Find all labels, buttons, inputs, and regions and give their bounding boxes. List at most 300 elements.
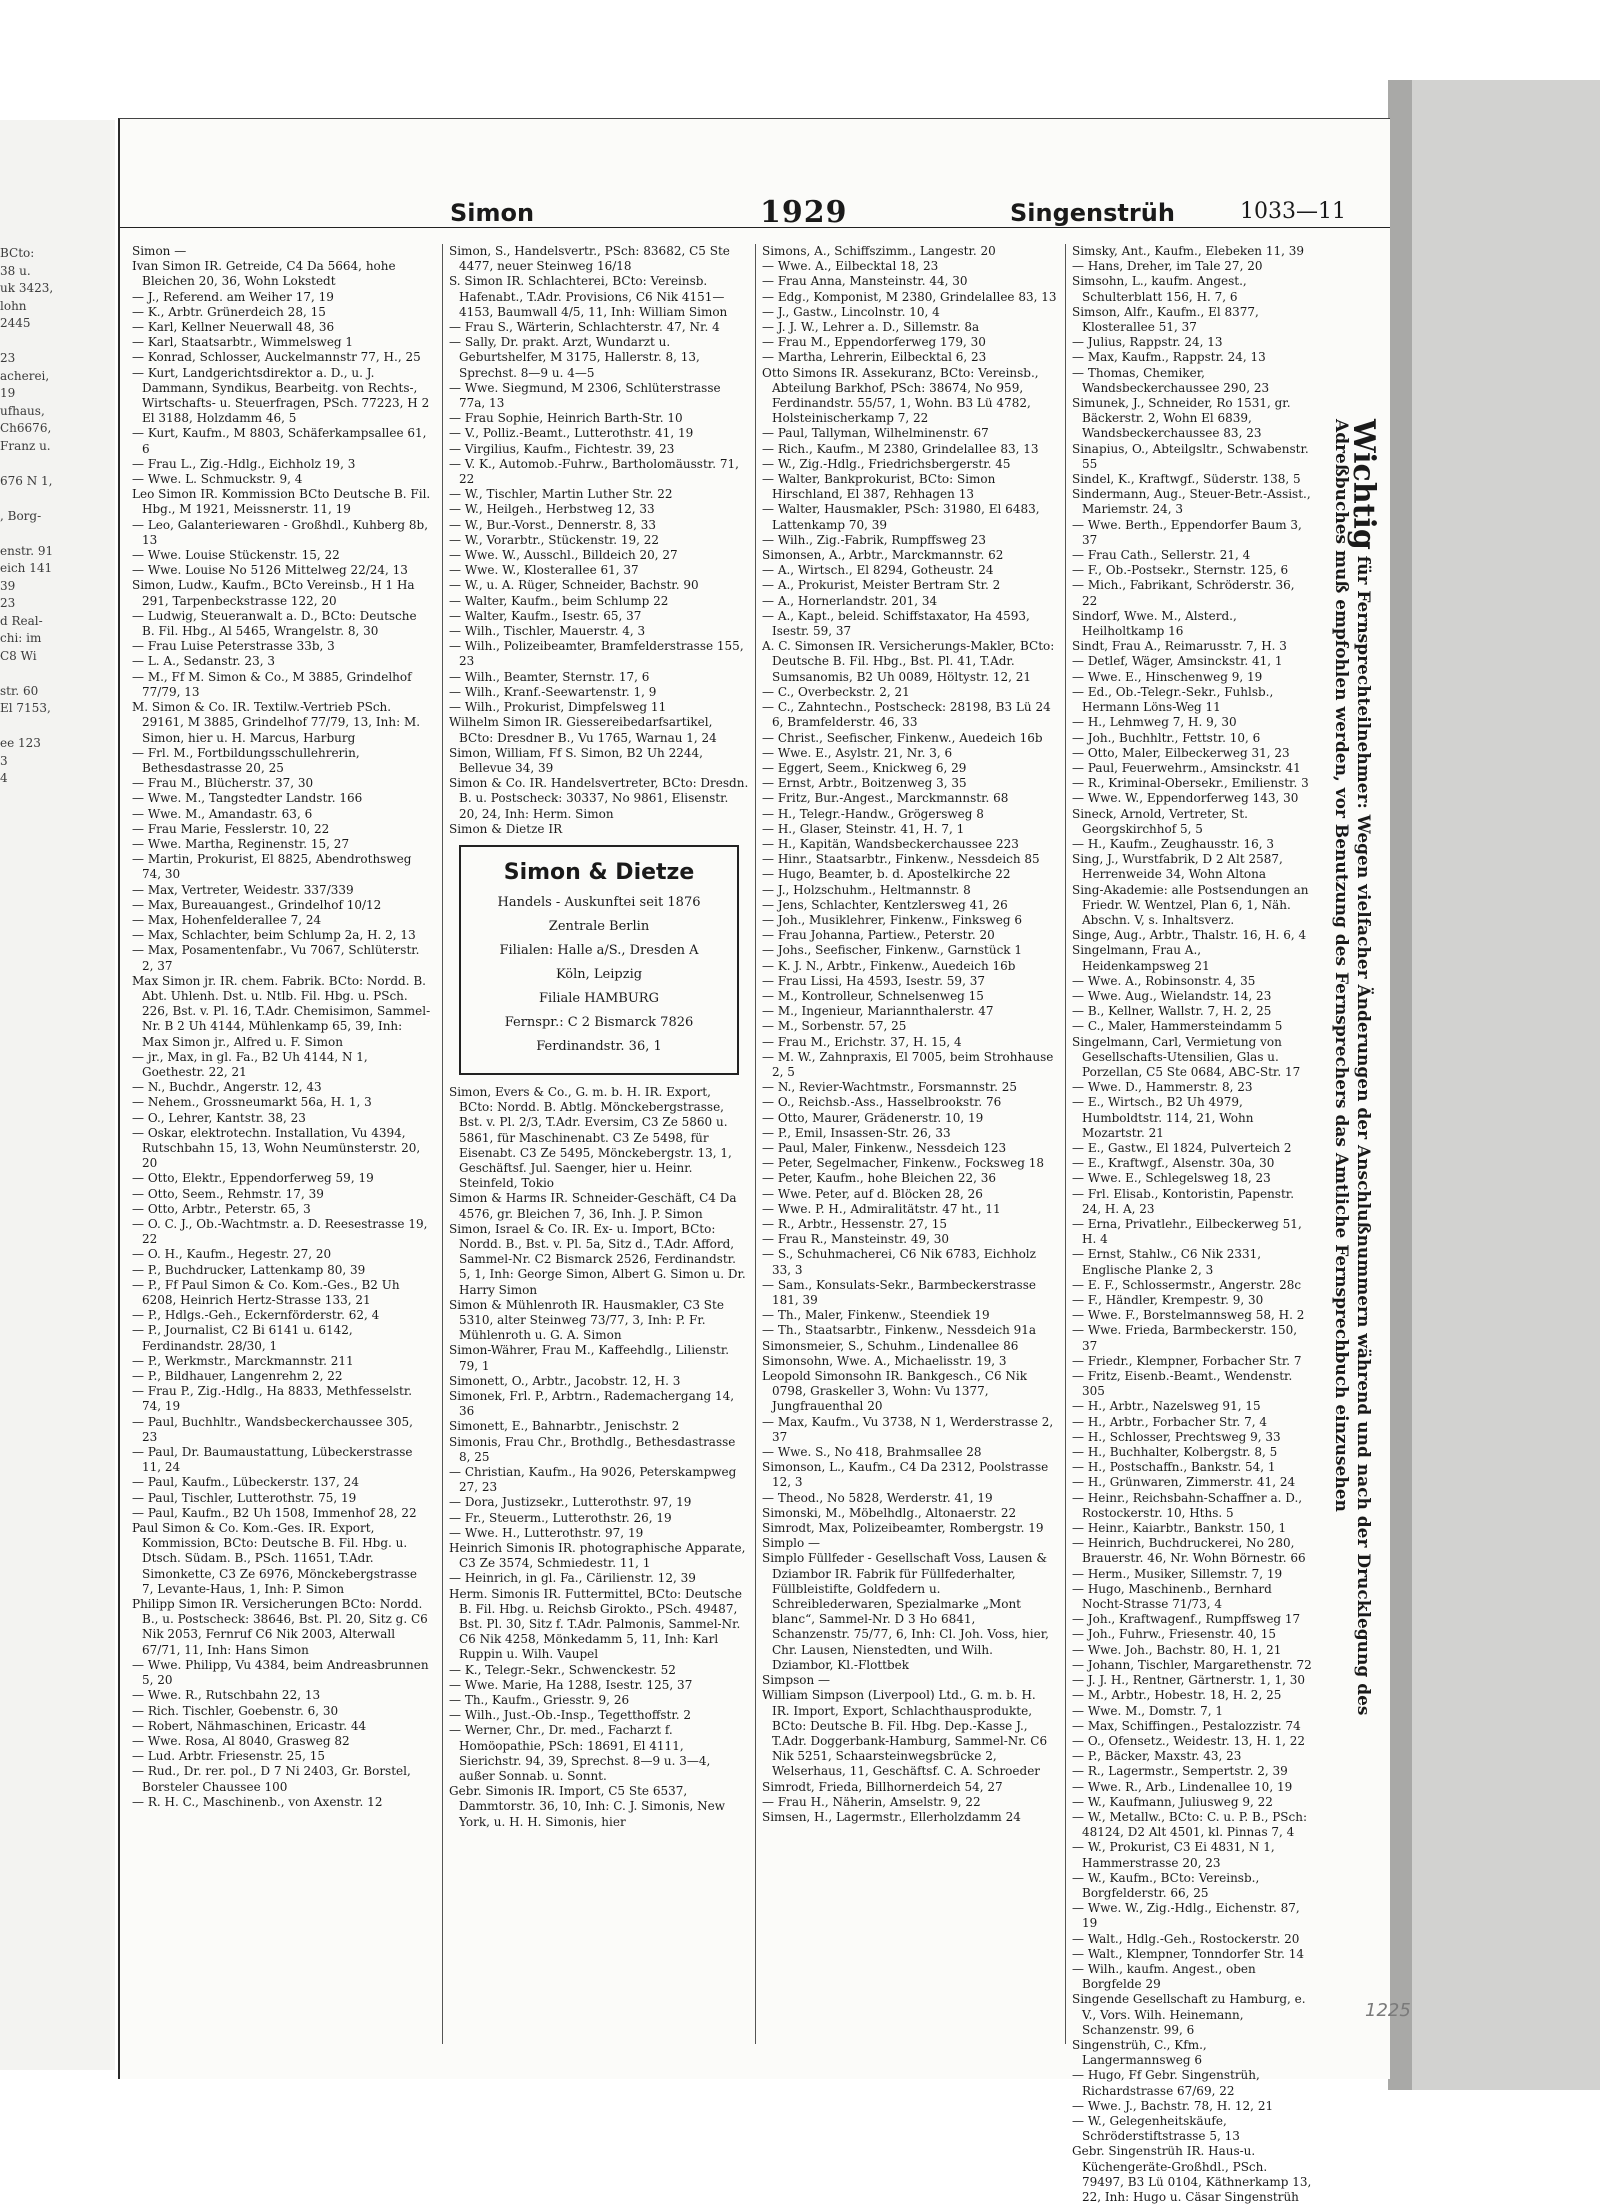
gutter-fragment: acherei, [0,368,50,383]
directory-entry: — C., Overbeckstr. 2, 21 [762,684,910,699]
directory-entry: Otto Simons IR. Assekuranz, BCto: Vereinsb., Abteilung Barkhof, PSch: 38674, No 959, Ferdinandstr. 55/57, 1, Wohn. B3 Lü 4782, Holsteinischerkamp 7, 22 [762,365,1039,426]
directory-entry: Simon & Mühlenroth IR. Hausmakler, C3 Ste 5310, alter Steinweg 73/77, 3, Inh: P. Fr. Mühlenroth u. G. A. Simon [449,1297,724,1343]
directory-entry: — Dora, Justizsekr., Lutterothstr. 97, 19 [449,1495,692,1510]
directory-entry: — Max, Schiffingen., Pestalozzistr. 74 [1072,1718,1301,1733]
directory-entry: — Frau S., Wärterin, Schlachterstr. 47, Nr. 4 [449,320,720,335]
directory-entry: — Joh., Kraftwagenf., Rumpffsweg 17 [1072,1612,1301,1627]
directory-entry: — Wwe. Louise No 5126 Mittelweg 22/24, 13 [132,563,408,578]
directory-entry: — Wwe. W., Klosterallee 61, 37 [449,563,639,578]
directory-entry: — Wwe. P. H., Admiralitätstr. 47 ht., 11 [762,1201,1001,1216]
directory-entry: — Ludwig, Steueranwalt a. D., BCto: Deutsche B. Fil. Hbg., Al 5465, Wrangelstr. 8, 30 [132,608,417,639]
directory-entry: — Heinrich, in gl. Fa., Cärilienstr. 12, 39 [449,1571,696,1586]
directory-entry: Simonek, Frl. P., Arbtrn., Rademachergang 14, 36 [449,1388,735,1419]
directory-entry: — Virgilius, Kaufm., Fichtestr. 39, 23 [449,441,675,456]
directory-entry: Simonett, O., Arbtr., Jacobstr. 12, H. 3 [449,1373,681,1388]
directory-entry: — Johs., Seefischer, Finkenw., Garnstück 1 [762,943,1023,958]
directory-entry: — P., Werkmstr., Marckmannstr. 211 [132,1353,354,1368]
directory-entry: — Detlef, Wäger, Amsinckstr. 41, 1 [1072,654,1283,669]
directory-entry: — Frau Cath., Sellerstr. 21, 4 [1072,548,1251,563]
directory-entry: — N., Buchdr., Angerstr. 12, 43 [132,1080,322,1095]
directory-entry: Heinrich Simonis IR. photographische Apparate, C3 Ze 3574, Schmiedestr. 11, 1 [449,1541,746,1571]
directory-entry: — Max, Bureauangest., Grindelhof 10/12 [132,897,382,912]
directory-entry: — Wilh., Polizeibeamter, Bramfelderstrasse 155, 23 [449,639,744,669]
directory-entry: Simson, Alfr., Kaufm., El 8377, Klosterallee 51, 37 [1072,304,1259,335]
directory-entry: Gebr. Simonis IR. Import, C5 Ste 6537, Dammtorstr. 36, 10, Inh: C. J. Simonis, New York, u. H. H. Simonis, hier [449,1784,725,1829]
directory-entry: — Wwe. H., Lutterothstr. 97, 19 [449,1525,644,1540]
directory-entry: — P., Journalist, C2 Bi 6141 u. 6142, Ferdinandstr. 28/30, 1 [132,1323,353,1353]
gutter-fragment: El 7153, [0,701,51,715]
gutter-fragment: 2445 [0,316,31,330]
directory-entry: — E., Gastw., El 1824, Pulverteich 2 [1072,1140,1292,1155]
directory-entry: — Frau Marie, Fesslerstr. 10, 22 [132,821,330,836]
directory-entry: Herm. Simonis IR. Futtermittel, BCto: Deutsche B. Fil. Hbg. u. Reichsb Girokto., PSch. 49487, Bst. Pl. 30, Sitz f. T.Adr. Palmonis, Sammel-Nr. C6 Nik 4258, Mönkedamm 5, 11, Inh: Karl Ruppin u. Wilh. Vaupel [449,1586,742,1662]
gutter-fragment: 38 u. [0,263,31,278]
directory-entry: — Paul, Dr. Baumaustattung, Lübeckerstrasse 11, 24 [132,1445,413,1475]
directory-entry: — Joh., Buchhltr., Fettstr. 10, 6 [1072,730,1261,745]
directory-entry: — Peter, Segelmacher, Finkenw., Focksweg 18 [762,1156,1044,1171]
directory-entry: — Th., Kaufm., Griesstr. 9, 26 [449,1693,630,1708]
directory-entry: Sinapius, O., Abteilgsltr., Schwabenstr. 55 [1072,441,1309,471]
directory-entry: — jr., Max, in gl. Fa., B2 Uh 4144, N 1, Goethestr. 22, 21 [132,1049,368,1079]
directory-entry: — Max, Kaufm., Vu 3738, N 1, Werderstrasse 2, 37 [762,1414,1054,1444]
directory-entry: — Ernst, Stahlw., C6 Nik 2331, Englische Planke 2, 3 [1072,1247,1262,1277]
gutter-fragment: ee 123 [0,736,41,750]
directory-entry: — J., Holzschuhm., Heltmannstr. 8 [762,882,971,897]
directory-entry: — F., Händler, Krempestr. 9, 30 [1072,1293,1264,1308]
directory-entry: — Hans, Dreher, im Tale 27, 20 [1072,259,1263,274]
directory-entry: Singende Gesellschaft zu Hamburg, e. V., Vors. Wilh. Heinemann, Schanzenstr. 99, 6 [1072,1992,1306,2037]
page-header [120,187,1390,228]
directory-entry: — J., Referend. am Weiher 17, 19 [132,289,334,304]
gutter-fragment: lohn [0,298,27,313]
directory-entry: — Kurt, Kaufm., M 8803, Schäferkampsallee 61, 6 [132,426,427,456]
directory-entry: — V., Polliz.-Beamt., Lutterothstr. 41, 19 [449,426,694,441]
directory-entry: — W., Kaufmann, Juliusweg 9, 22 [1072,1794,1273,1809]
directory-entry: — Friedr., Klempner, Forbacher Str. 7 [1072,1353,1302,1368]
directory-entry: — M., Ff M. Simon & Co., M 3885, Grindelhof 77/79, 13 [132,669,412,699]
directory-entry: — E., Wirtsch., B2 Uh 4979, Humboldtstr. 114, 21, Wohn Mozartstr. 21 [1072,1095,1254,1140]
directory-entry: — Wwe. L. Schmuckstr. 9, 4 [132,472,303,487]
directory-entry: — Joh., Musiklehrer, Finkenw., Finksweg 6 [762,912,1022,927]
directory-entry: — Christ., Seefischer, Finkenw., Auedeich 16b [762,730,1043,745]
directory-entry: — A., Kapt., beleid. Schiffstaxator, Ha 4593, Isestr. 59, 37 [762,608,1030,639]
gutter-fragment: , Borg- [0,508,42,523]
directory-entry: — W., Kaufm., BCto: Vereinsb., Borgfelderstr. 66, 25 [1072,1870,1260,1900]
directory-entry: — Wwe. Louise Stückenstr. 15, 22 [132,548,340,563]
directory-entry: — Wwe. Frieda, Barmbeckerstr. 150, 37 [1072,1323,1298,1353]
directory-entry: — E., Kraftwgf., Alsenstr. 30a, 30 [1072,1156,1275,1171]
directory-entry: — Wwe. R., Arb., Lindenallee 10, 19 [1072,1779,1293,1794]
directory-entry: — Wwe. M., Amandastr. 63, 6 [132,806,313,821]
gutter-fragment [0,665,108,683]
directory-entry: — Thomas, Chemiker, Wandsbeckerchaussee 290, 23 [1072,365,1270,395]
directory-entry: — Rud., Dr. rer. pol., D 7 Ni 2403, Gr. Borstel, Borsteler Chaussee 100 [132,1764,411,1794]
directory-entry: Gebr. Singenstrüh IR. Haus-u. Küchengeräte-Großhdl., PSch. 79497, B3 Lü 0104, Käthnerkamp 13, 22, Inh: Hugo u. Cäsar Singenstrüh [1072,2144,1312,2204]
directory-entry: — W., Vorarbtr., Stückenstr. 19, 22 [449,532,660,547]
gutter-fragment: BCto: [0,246,35,260]
page-edge-shadow [1388,80,1412,2090]
directory-entry: — Julius, Rappstr. 24, 13 [1072,335,1223,350]
column-3 [755,244,1057,2044]
gutter-fragment: Ch6676, [0,421,52,435]
archive-stamp: 1225 [1365,2000,1411,2021]
directory-entry: — Werner, Chr., Dr. med., Facharzt f. Homöopathie, PSch: 18691, El 4111, Sierichstr. 94, 39, Sprechst. 8—9 u. 3—4, außer Sonnab. u. Sonnt. [449,1723,711,1784]
directory-entry: — F., Ob.-Postsekr., Sternstr. 125, 6 [1072,563,1289,578]
gutter-fragment: 4 [0,771,8,785]
directory-entry: — Theod., No 5828, Werderstr. 41, 19 [762,1490,993,1505]
gutter-fragment: C8 Wi [0,648,37,663]
gutter-fragment [0,718,108,736]
directory-entry: — Walt., Klempner, Tonndorfer Str. 14 [1072,1946,1305,1961]
directory-entry: — Konrad, Schlosser, Auckelmannstr 77, H., 25 [132,350,421,365]
directory-entry: — Martha, Lehrerin, Eilbecktal 6, 23 [762,350,987,365]
advertisement-box [459,845,739,1075]
directory-entry: — K., Arbtr. Grünerdeich 28, 15 [132,304,326,319]
header-page-number: 1033—11 [1240,199,1346,224]
directory-entry: — Wwe. W., Zig.-Hdlg., Eichenstr. 87, 19 [1072,1901,1300,1931]
directory-entry: — Frl. Elisab., Kontoristin, Papenstr. 24, H. A, 23 [1072,1186,1295,1216]
directory-entry: — Otto, Elektr., Eppendorferweg 59, 19 [132,1171,374,1186]
column-2 [442,244,749,2044]
directory-entry: Philipp Simon IR. Versicherungen BCto: Nordd. B., u. Postscheck: 38646, Bst. Pl. 20, Sitz g. C6 Nik 2053, Fernruf C6 Nik 2003, Alterwall 67/71, 11, Inh: Hans Simon [132,1597,428,1657]
directory-entry: — Walter, Hausmakler, PSch: 31980, El 6483, Lattenkamp 70, 39 [762,502,1040,532]
directory-entry: — H., Arbtr., Forbacher Str. 7, 4 [1072,1414,1268,1429]
directory-entry: — Wwe. J., Bachstr. 78, H. 12, 21 [1072,2098,1274,2113]
directory-entry: — Wwe. Philipp, Vu 4384, beim Andreasbrunnen 5, 20 [132,1657,429,1688]
directory-entry: — Wwe. F., Borstelmannsweg 58, H. 2 [1072,1308,1305,1323]
directory-entry: — Heinr., Reichsbahn-Schaffner a. D., Rostockerstr. 10, Hths. 5 [1072,1490,1303,1520]
directory-entry: — Wwe. S., No 418, Brahmsallee 28 [762,1445,982,1460]
directory-entry: — A., Wirtsch., El 8294, Gotheustr. 24 [762,563,994,578]
directory-entry: — H., Buchhalter, Kolbergstr. 8, 5 [1072,1445,1278,1460]
directory-entry: — Wwe. Berth., Eppendorfer Baum 3, 37 [1072,517,1302,547]
directory-entry: — Fr., Steuerm., Lutterothstr. 26, 19 [449,1510,672,1525]
directory-entry: Sing-Akademie: alle Postsendungen an Friedr. W. Wentzel, Plan 6, 1, Näh. Abschn. V, s. Inhaltsverz. [1072,882,1309,927]
directory-entry: — R., Kriminal-Obersekr., Emilienstr. 3 [1072,776,1309,791]
directory-entry: — Wilh., Tischler, Mauerstr. 4, 3 [449,624,646,639]
directory-entry: — H., Lehmweg 7, H. 9, 30 [1072,715,1237,730]
directory-entry: — Wwe. W., Eppendorferweg 143, 30 [1072,791,1299,806]
directory-entry: — B., Kellner, Wallstr. 7, H. 2, 25 [1072,1004,1272,1019]
directory-entry: — O. C. J., Ob.-Wachtmstr. a. D. Reesestrasse 19, 22 [132,1217,428,1247]
directory-entry: — W., Heilgeh., Herbstweg 12, 33 [449,502,655,517]
directory-entry: — Paul, Maler, Finkenw., Nessdeich 123 [762,1140,1007,1155]
directory-entry: — P., Emil, Insassen-Str. 26, 33 [762,1125,951,1140]
directory-entry: — H., Kapitän, Wandsbeckerchaussee 223 [762,836,1019,851]
directory-entry: — Paul, Tischler, Lutterothstr. 75, 19 [132,1490,357,1505]
directory-entry: — Wwe. M., Tangstedter Landstr. 166 [132,791,363,806]
directory-entry: — Johann, Tischler, Margarethenstr. 72 [1072,1657,1312,1672]
directory-entry: — Rich., Kaufm., M 2380, Grindelallee 83, 13 [762,441,1039,456]
directory-entry: — R., Lagermstr., Sempertstr. 2, 39 [1072,1764,1288,1779]
directory-entry: — Ernst, Arbtr., Boitzenweg 3, 35 [762,776,967,791]
gutter-fragment [0,455,108,473]
directory-entry: — Paul, Kaufm., Lübeckerstr. 137, 24 [132,1475,359,1490]
directory-entry: — Walt., Hdlg.-Geh., Rostockerstr. 20 [1072,1931,1300,1946]
directory-entry: — W., Gelegenheitskäufe, Schröderstiftstrasse 5, 13 [1072,2113,1240,2144]
column-4 [1065,244,1312,2204]
directory-entry: — Frau Luise Peterstrasse 33b, 3 [132,639,335,654]
directory-entry: Simonett, E., Bahnarbtr., Jenischstr. 2 [449,1419,680,1434]
directory-entry: — Frau P., Zig.-Hdlg., Ha 8833, Methfesselstr. 74, 19 [132,1384,413,1414]
directory-entry: Simon, William, Ff S. Simon, B2 Uh 2244, Bellevue 34, 39 [449,745,703,775]
directory-entry: Simon — [132,244,187,258]
column-1 [132,244,432,2044]
ad-line: Zentrale Berlin [548,918,650,934]
directory-entry: — E. F., Schlossermstr., Angerstr. 28c [1072,1277,1302,1292]
directory-entry: Simon & Dietze IR [449,821,563,836]
directory-entry: — Walter, Kaufm., beim Schlump 22 [449,593,669,608]
directory-entry: — Otto, Seem., Rehmstr. 17, 39 [132,1186,324,1201]
directory-entry: — Wwe. W., Ausschl., Billdeich 20, 27 [449,548,678,563]
directory-entry: Singenstrüh, C., Kfm., Langermannsweg 6 [1072,2037,1207,2068]
directory-entry: — W., Prokurist, C3 Ei 4831, N 1, Hammerstrasse 20, 23 [1072,1840,1275,1870]
directory-entry: Simsky, Ant., Kaufm., Elebeken 11, 39 [1072,244,1305,258]
directory-page [118,118,1390,2204]
directory-entry: — Sam., Konsulats-Sekr., Barmbeckerstrasse 181, 39 [762,1277,1036,1308]
gutter-fragment: eich 141 [0,561,53,575]
directory-entry: Simon & Harms IR. Schneider-Geschäft, C4 Da 4576, gr. Bleichen 7, 36, Inh. J. P. Simon [449,1191,737,1221]
directory-entry: — P., Bäcker, Maxstr. 43, 23 [1072,1749,1242,1764]
directory-entry: — Frau L., Zig.-Hdlg., Eichholz 19, 3 [132,456,356,471]
directory-entry: — Wilh., Just.-Ob.-Insp., Tegetthoffstr. 2 [449,1708,692,1723]
directory-entry: — Fritz, Bur.-Angest., Marckmannstr. 68 [762,791,1009,806]
directory-entry: — Wwe. E., Asylstr. 21, Nr. 3, 6 [762,745,953,760]
directory-entry: — M., Arbtr., Hobestr. 18, H. 2, 25 [1072,1688,1282,1703]
gutter-fragment: chi: im [0,631,42,645]
directory-entry: — Wwe. E., Schlegelsweg 18, 23 [1072,1171,1271,1186]
gutter-fragment: uk 3423, [0,281,54,295]
directory-entry: — Wilh., Beamter, Sternstr. 17, 6 [449,669,650,684]
ad-title: Simon & Dietze [503,859,695,885]
directory-entry: — W., Tischler, Martin Luther Str. 22 [449,487,673,502]
directory-entry: A. C. Simonsen IR. Versicherungs-Makler, BCto: Deutsche B. Fil. Hbg., Bst. Pl. 41, T.Adr. Sumsanomis, B2 Uh 0089, Höltystr. 12, 21 [762,639,1055,684]
directory-entry: — P., Hdlgs.-Geh., Eckernförderstr. 62, 4 [132,1308,380,1323]
directory-entry: — Max, Schlachter, beim Schlump 2a, H. 2, 13 [132,928,416,943]
directory-entry: — Frau M., Blücherstr. 37, 30 [132,776,314,791]
directory-entry: Simunek, J., Schneider, Ro 1531, gr. Bäckerstr. 2, Wohn El 6839, Wandsbeckerchaussee 83, 23 [1072,396,1291,441]
directory-entry: S. Simon IR. Schlachterei, BCto: Vereinsb. Hafenabt., T.Adr. Provisions, C6 Nik 4151—4153, Baumwall 4/5, 11, Inh: William Simon [449,274,728,319]
directory-entry: — Max, Kaufm., Rappstr. 24, 13 [1072,350,1266,365]
directory-entry: — C., Maler, Hammersteindamm 5 [1072,1019,1283,1034]
directory-entry: — H., Grünwaren, Zimmerstr. 41, 24 [1072,1475,1296,1490]
directory-entry: — Hugo, Beamter, b. d. Apostelkirche 22 [762,867,1011,882]
directory-entry: — Frau Sophie, Heinrich Barth-Str. 10 [449,411,683,426]
directory-entry: — Herm., Musiker, Sillemstr. 7, 19 [1072,1566,1283,1581]
directory-entry: — Heinrich, Buchdruckerei, No 280, Brauerstr. 46, Nr. Wohn Börnestr. 66 [1072,1536,1306,1566]
vertical-notice [1330,419,1381,1819]
directory-entry: — M., Sorbenstr. 57, 25 [762,1019,907,1034]
gutter-fragment: str. 60 [0,683,39,698]
directory-entry: — M. W., Zahnpraxis, El 7005, beim Strohhause 2, 5 [762,1049,1054,1079]
directory-entry: — Wwe. Martha, Reginenstr. 15, 27 [132,836,350,851]
directory-entry: — Lud. Arbtr. Friesenstr. 25, 15 [132,1749,325,1764]
directory-entry: Simrodt, Frieda, Billhornerdeich 54, 27 [762,1779,1003,1794]
directory-entry: — Wwe. Rosa, Al 8040, Grasweg 82 [132,1733,350,1748]
directory-entry: — H., Glaser, Steinstr. 41, H. 7, 1 [762,821,965,836]
directory-entry: — Paul, Kaufm., B2 Uh 1508, Immenhof 28, 22 [132,1505,417,1520]
directory-entry: Simonski, M., Möbelhdlg., Altonaerstr. 22 [762,1505,1017,1520]
directory-entry: Sineck, Arnold, Vertreter, St. Georgskirchhof 5, 5 [1072,806,1248,836]
directory-entry: — Frau H., Näherin, Amselstr. 9, 22 [762,1794,981,1809]
header-first-name: Simon [450,199,535,227]
gutter-fragment: 23 [0,596,16,610]
directory-entry: Paul Simon & Co. Kom.-Ges. IR. Export, Kommission, BCto: Deutsche B. Fil. Hbg. u. Dtsch. Südam. B., PSch. 11651, T.Adr. Simonkette, C3 Ze 6976, Mönckebergstrasse 7, Levante-Haus, 1, Inh: P. Simon [132,1521,418,1596]
directory-entry: Simonson, L., Kaufm., C4 Da 2312, Poolstrasse 12, 3 [762,1460,1049,1490]
ad-line: Fernspr.: C 2 Bismarck 7826 [504,1014,694,1030]
directory-entry: — Mich., Fabrikant, Schröderstr. 36, 22 [1072,578,1295,608]
directory-entry: — R. H. C., Maschinenb., von Axenstr. 12 [132,1794,383,1809]
directory-entry: — Eggert, Seem., Knickweg 6, 29 [762,760,967,775]
gutter-fragment: 676 N 1, [0,473,53,488]
scan-margin-right [1388,80,1600,2090]
directory-entry: — Kurt, Landgerichtsdirektor a. D., u. J. Dammann, Syndikus, Bearbeitg. von Rechts-, Wirtschafts- u. Steuerfragen, PSch. 77223, H 2 El 3188, Holzdamm 46, 5 [132,365,430,426]
directory-entry: Simonsmeier, S., Schuhm., Lindenallee 86 [762,1338,1019,1353]
directory-entry: — L. A., Sedanstr. 23, 3 [132,654,275,669]
directory-entry: Simon-Währer, Frau M., Kaffeehdlg., Lilienstr. 79, 1 [449,1343,730,1373]
directory-entry: — Wwe. E., Hinschenweg 9, 19 [1072,669,1263,684]
directory-entry: — A., Hornerlandstr. 201, 34 [762,593,938,608]
directory-entry: — N., Revier-Wachtmstr., Forsmannstr. 25 [762,1080,1017,1095]
directory-entry: Wilhelm Simon IR. Giessereibedarfsartikel, BCto: Dresdner B., Vu 1765, Warnau 1, 24 [449,715,717,745]
directory-entry: — Wwe. Aug., Wielandstr. 14, 23 [1072,988,1272,1003]
directory-entry: — Wwe. A., Robinsonstr. 4, 35 [1072,973,1256,988]
directory-entry: — O., Ofensetz., Weidestr. 13, H. 1, 22 [1072,1733,1305,1748]
directory-entry: — Peter, Kaufm., hohe Bleichen 22, 36 [762,1171,996,1186]
directory-entry: — Nehem., Grossneumarkt 56a, H. 1, 3 [132,1095,372,1110]
gutter-fragment: 39 [0,578,16,593]
directory-entry: — Hinr., Staatsarbtr., Finkenw., Nessdeich 85 [762,852,1040,867]
directory-entry: — Frau Lissi, Ha 4593, Isestr. 59, 37 [762,973,985,988]
directory-entry: Simonsen, A., Arbtr., Marckmannstr. 62 [762,548,1004,563]
directory-entry: Simon, Israel & Co. IR. Ex- u. Import, BCto: Nordd. B., Bst. v. Pl. 5a, Sitz d., T.Adr. Afford, Sammel-Nr. C2 Bismarck 2526, Ferdinandstr. 5, 1, Inh: George Simon, Albert G. Simon u. Dr. Harry Simon [449,1221,746,1297]
gutter-fragment: d Real- [0,613,43,628]
header-last-name: Singenstrüh [1010,199,1175,227]
directory-entry: — O., Reichsb.-Ass., Hasselbrookstr. 76 [762,1095,1002,1110]
directory-entry: — Paul, Tallyman, Wilhelminenstr. 67 [762,426,989,441]
directory-entry: — Max, Hohenfelderallee 7, 24 [132,912,322,927]
directory-entry: — Wilh., Zig.-Fabrik, Rumpffsweg 23 [762,532,986,547]
directory-entry: — H., Arbtr., Nazelsweg 91, 15 [1072,1399,1261,1414]
directory-entry: — H., Telegr.-Handw., Grögersweg 8 [762,806,984,821]
directory-entry: — H., Postschaffn., Bankstr. 54, 1 [1072,1460,1276,1475]
directory-entry: — Walter, Kaufm., Isestr. 65, 37 [449,608,642,623]
directory-entry: William Simpson (Liverpool) Ltd., G. m. b. H. IR. Import, Export, Schlachthausprodukte, BCto: Deutsche B. Fil. Hbg. Dep.-Kasse J., T.Adr. Doggerbank-Hamburg, Sammel-Nr. C6 Nik 5251, Schaarsteinwegsbrücke 2, Welserhaus, 11, Geschäftsf. C. A. Schroeder [762,1688,1048,1779]
directory-entry: — Jens, Schlachter, Kentzlersweg 41, 26 [762,897,1008,912]
directory-entry: — Paul, Feuerwehrm., Amsinckstr. 41 [1072,760,1301,775]
directory-entry: — Martin, Prokurist, El 8825, Abendrothsweg 74, 30 [132,852,412,882]
directory-entry: — Oskar, elektrotechn. Installation, Vu 4394, Rutschbahn 15, 13, Wohn Neumünsterstr. 20, 20 [132,1125,421,1171]
gutter-fragment: 3 [0,753,8,768]
directory-entry: — O. H., Kaufm., Hegestr. 27, 20 [132,1247,332,1262]
directory-entry: — Wilh., Prokurist, Dimpfelsweg 11 [449,700,667,715]
directory-entry: Sindermann, Aug., Steuer-Betr.-Assist., Mariemstr. 24, 3 [1072,487,1311,517]
directory-entry: — Frau R., Mansteinstr. 49, 30 [762,1232,950,1247]
directory-entry: — Hugo, Maschinenb., Bernhard Nocht-Strasse 71/73, 4 [1072,1581,1272,1612]
directory-entry: — M., Kontrolleur, Schnelsenweg 15 [762,988,984,1003]
directory-entry: — Hugo, Ff Gebr. Singenstrüh, Richardstrasse 67/69, 22 [1072,2068,1260,2098]
directory-entry: — Otto, Arbtr., Peterstr. 65, 3 [132,1201,311,1216]
directory-entry: Simpson — [762,1673,831,1688]
directory-entry: — Otto, Maurer, Grädenerstr. 10, 19 [762,1110,984,1125]
directory-entry: — V. K., Automob.-Fuhrw., Bartholomäusstr. 71, 22 [449,456,739,487]
directory-entry: — Wwe. Marie, Ha 1288, Isestr. 125, 37 [449,1677,693,1692]
directory-entry: Singelmann, Carl, Vermietung von Gesellschafts-Utensilien, Glas u. Porzellan, C5 Ste 0684, ABC-Str. 17 [1072,1034,1301,1079]
directory-entry: — Edg., Komponist, M 2380, Grindelallee 83, 13 [762,289,1057,304]
directory-entry: Simplo — [762,1536,820,1551]
directory-entry: — Wwe. Siegmund, M 2306, Schlüterstrasse 77a, 13 [449,380,721,411]
gutter-fragment: 23 [0,351,16,365]
directory-entry: — Wwe. R., Rutschbahn 22, 13 [132,1688,321,1703]
directory-entry: Sindt, Frau A., Reimarusstr. 7, H. 3 [1072,639,1287,654]
gutter-fragment [0,333,108,351]
directory-entry: Simonsohn, Wwe. A., Michaelisstr. 19, 3 [762,1353,1007,1368]
directory-entry: — Frl. M., Fortbildungsschullehrerin, Bethesdastrasse 20, 25 [132,745,360,775]
directory-entry: — O., Lehrer, Kantstr. 38, 23 [132,1110,306,1125]
previous-page-fragment [0,245,108,788]
directory-entry: — C., Zahntechn., Postscheck: 28198, B3 Lü 24 6, Bramfelderstr. 46, 33 [762,700,1051,730]
directory-entry: — Walter, Bankprokurist, BCto: Simon Hirschland, El 387, Rehhagen 13 [762,472,996,502]
directory-entry: — Wwe. Peter, auf d. Blöcken 28, 26 [762,1186,983,1201]
directory-entry: — Wwe. Joh., Bachstr. 80, H. 1, 21 [1072,1642,1282,1657]
directory-entry: — W., Zig.-Hdlg., Friedrichsbergerstr. 45 [762,456,1011,471]
directory-entry: — Erna, Privatlehr., Eilbeckerweg 51, H. 4 [1072,1217,1302,1247]
directory-entry: — Frau Anna, Mansteinstr. 44, 30 [762,274,968,289]
directory-entry: — M., Ingenieur, Mariannthalerstr. 47 [762,1004,994,1019]
directory-entry: Simon, Evers & Co., G. m. b. H. IR. Export, BCto: Nordd. B. Abtlg. Mönckebergstrasse, Bst. v. Pl. 2/3, T.Adr. Eversim, C3 Ze 5860 u. 5861, für Maschinenabt. C3 Ze 5498, für Eisenabt. C3 Ze 5495, Mönckebergstr. 13, 1, Geschäftsf. Jul. Saenger, hier u. Heinr. Steinfeld, Tokio [449,1084,732,1191]
directory-entry: — Joh., Fuhrw., Friesenstr. 40, 15 [1072,1627,1277,1642]
directory-entry: Sindel, K., Kraftwgf., Süderstr. 138, 5 [1072,472,1301,487]
directory-entry: Leo Simon IR. Kommission BCto Deutsche B. Fil. Hbg., M 1921, Meissnerstr. 11, 19 [132,487,431,517]
directory-entry: Max Simon jr. IR. chem. Fabrik. BCto: Nordd. B. Abt. Uhlenh. Dst. u. Ntlb. Fil. Hbg. u. PSch. 226, Bst. v. Pl. 16, T.Adr. Chemisimon, Sammel-Nr. B 2 Uh 4144, Mühlenkamp 65, 39, Inh: Max Simon jr., Alfred u. F. Simon [132,973,431,1049]
directory-entry: Simsohn, L., kaufm. Angest., Schulterblatt 156, H. 7, 6 [1072,274,1247,304]
directory-entry: — Frau Johanna, Partiew., Peterstr. 20 [762,928,995,943]
directory-entry: — Max, Posamentenfabr., Vu 7067, Schlüterstr. 2, 37 [132,943,420,973]
gutter-fragment: 19 [0,386,16,400]
notice-heading: Wichtig [1346,419,1381,550]
directory-entry: — Karl, Kellner Neuerwall 48, 36 [132,320,335,335]
ad-line: Handels - Auskunftei seit 1876 [497,894,701,910]
directory-entry: — H., Kaufm., Zeughausstr. 16, 3 [1072,836,1275,851]
directory-entry: — Wilh., Kranf.-Seewartenstr. 1, 9 [449,684,657,699]
directory-entry: — R., Arbtr., Hessenstr. 27, 15 [762,1217,947,1231]
directory-entry: — Th., Maler, Finkenw., Steendiek 19 [762,1308,990,1323]
directory-entry: Simon, S., Handelsvertr., PSch: 83682, C5 Ste 4477, neuer Steinweg 16/18 [449,244,730,274]
directory-entry: — Fritz, Eisenb.-Beamt., Wendenstr. 305 [1072,1369,1293,1399]
gutter-fragment: enstr. 91 [0,543,54,558]
gutter-fragment [0,525,108,543]
directory-entry: — J., Gastw., Lincolnstr. 10, 4 [762,304,940,319]
directory-entry: Simon & Co. IR. Handelsvertreter, BCto: Dresdn. B. u. Postscheck: 30337, No 9861, Elisenstr. 20, 24, Inh: Herm. Simon [449,776,749,821]
directory-entry: Simplo Füllfeder - Gesellschaft Voss, Lausen & Dziambor IR. Fabrik für Füllfederhalter, Füllbleistifte, Goldfedern u. Schreiblederwaren, Spezialmarke „Mont blanc“, Sammel-Nr. D 3 Ho 6841, Schanzenstr. 75/77, 6, Inh: Cl. Joh. Voss, hier, Chr. Lausen, Nienstedten, und Wilh. Dziambor, Kl.-Flottbek [762,1551,1049,1672]
directory-entry: Simrodt, Max, Polizeibeamter, Rombergstr. 19 [762,1521,1044,1536]
directory-entry: — Frau M., Eppendorferweg 179, 30 [762,335,986,350]
directory-entry: — J. J. W., Lehrer a. D., Sillemstr. 8a [762,320,980,335]
gutter-fragment: ufhaus, [0,403,45,418]
directory-entry: — Rich. Tischler, Goebenstr. 6, 30 [132,1703,339,1718]
directory-entry: — Leo, Galanteriewaren - Großhdl., Kuhberg 8b, 13 [132,517,429,547]
directory-entry: Leopold Simonsohn IR. Bankgesch., C6 Nik 0798, Graskeller 3, Wohn: Vu 1377, Jungfrauenthal 20 [762,1369,1028,1414]
directory-entry: — Wwe. D., Hammerstr. 8, 23 [1072,1080,1253,1095]
directory-entry: — S., Schuhmacherei, C6 Nik 6783, Eichholz 33, 3 [762,1247,1036,1277]
header-year: 1929 [760,195,848,230]
directory-entry: — J. J. H., Rentner, Gärtnerstr. 1, 1, 30 [1072,1673,1305,1688]
directory-entry: — Max, Vertreter, Weidestr. 337/339 [132,882,354,897]
directory-entry: Simon, Ludw., Kaufm., BCto Vereinsb., H 1 Ha 291, Tarpenbeckstrasse 122, 20 [132,578,415,608]
directory-entry: — Robert, Nähmaschinen, Ericastr. 44 [132,1718,367,1733]
directory-entry: — Ed., Ob.-Telegr.-Sekr., Fuhlsb., Hermann Löns-Weg 11 [1072,684,1274,715]
ad-line: Filiale HAMBURG [539,990,659,1006]
